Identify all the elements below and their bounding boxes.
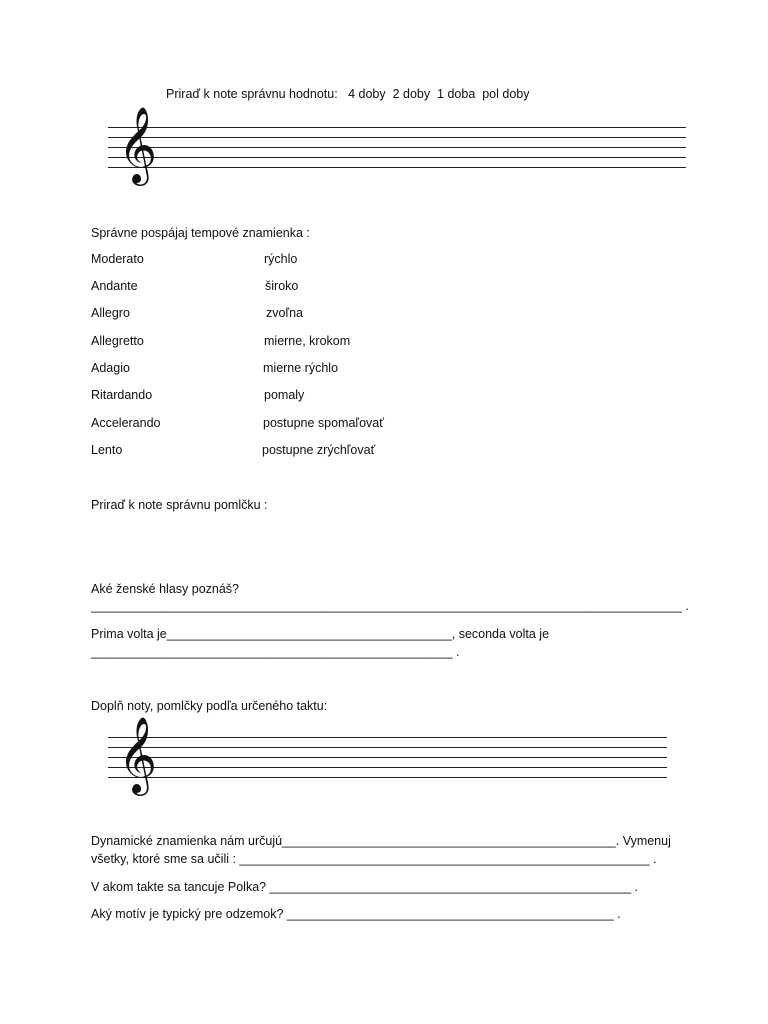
tempo-meaning: rýchlo: [264, 252, 298, 266]
answer-line[interactable]: ____________________________________________________ .: [91, 645, 460, 659]
tempo-meaning: postupne zrýchľovať: [262, 443, 376, 457]
dynamics-list-question: všetky, ktoré sme sa učili : ___________________________________________________________ .: [91, 852, 657, 866]
tempo-meaning: zvoľna: [266, 306, 303, 320]
tempo-term: Ritardando: [91, 388, 153, 402]
polka-question: V akom takte sa tancuje Polka? ____________________________________________________ .: [91, 880, 639, 894]
tempo-term: Accelerando: [91, 416, 161, 430]
female-voices-question: Aké ženské hlasy poznáš?: [91, 582, 240, 596]
treble-clef-icon: 𝄞: [118, 716, 158, 793]
tempo-term: Lento: [91, 443, 123, 457]
tempo-term: Allegretto: [91, 334, 144, 348]
fill-notes-instruction: Doplň noty, pomlčky podľa určeného taktu:: [91, 699, 328, 713]
tempo-term: Moderato: [91, 252, 144, 266]
tempo-meaning: pomaly: [264, 388, 305, 402]
tempo-meaning: široko: [265, 279, 299, 293]
tempo-term: Allegro: [91, 306, 130, 320]
tempo-row: [91, 306, 591, 322]
note-value-instruction: Priraď k note správnu hodnotu: 4 doby 2 doby 1 doba pol doby: [166, 87, 530, 101]
odzemok-question: Aký motív je typický pre odzemok? _______________________________________________ .: [91, 907, 621, 921]
tempo-meaning: mierne, krokom: [264, 334, 351, 348]
tempo-row: [91, 279, 591, 295]
tempo-instruction: Správne pospájaj tempové znamienka :: [91, 226, 310, 240]
volta-question: Prima volta je_________________________________________, seconda volta je: [91, 627, 550, 641]
tempo-row: [91, 361, 591, 377]
answer-line[interactable]: _____________________________________________________________________________________ .: [91, 599, 689, 613]
treble-clef-icon: 𝄞: [118, 106, 158, 183]
tempo-row: [91, 388, 591, 404]
tempo-term: Adagio: [91, 361, 130, 375]
dynamics-question: Dynamické znamienka nám určujú________________________________________________. Vymenuj: [91, 834, 671, 848]
music-staff-1: [108, 127, 686, 171]
tempo-row: [91, 443, 591, 459]
tempo-meaning: mierne rýchlo: [263, 361, 339, 375]
tempo-row: [91, 252, 591, 268]
music-staff-2: [108, 737, 667, 781]
tempo-term: Andante: [91, 279, 138, 293]
tempo-meaning: postupne spomaľovať: [263, 416, 384, 430]
rest-instruction: Priraď k note správnu pomlčku :: [91, 498, 268, 512]
tempo-row: [91, 416, 591, 432]
tempo-row: [91, 334, 591, 350]
